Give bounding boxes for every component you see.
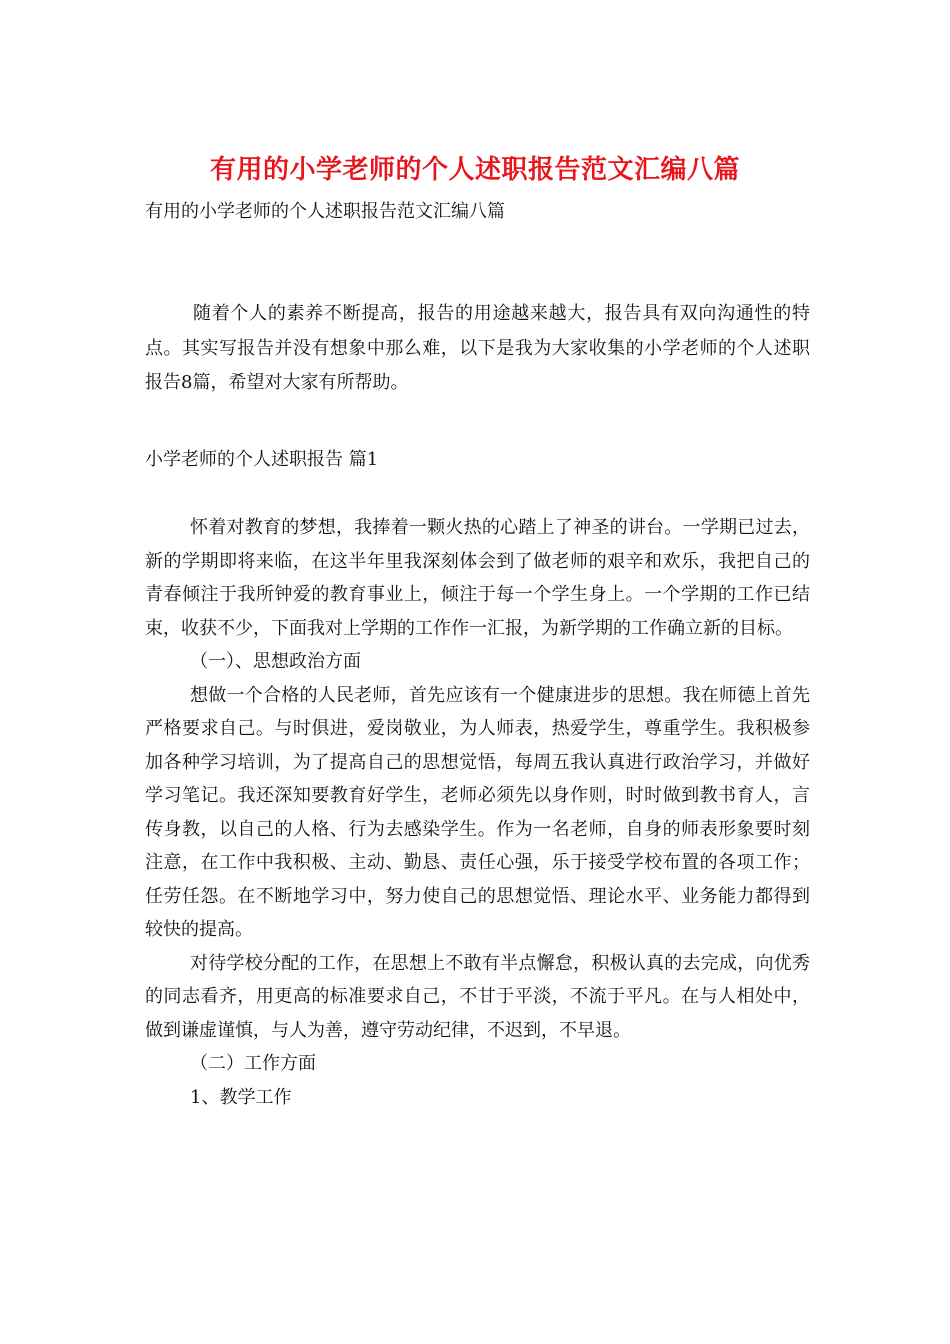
intro-paragraph: 随着个人的素养不断提高，报告的用途越来越大，报告具有双向沟通性的特点。其实写报告并没有想象中那么难，以下是我为大家收集的小学老师的个人述职报告8篇，希望对大家有所帮助。 [145, 303, 810, 393]
paragraph: 想做一个合格的人民老师，首先应该有一个健康进步的思想。我在师德上首先严格要求自己。与时俱进，爱岗敬业，为人师表，热爱学生，尊重学生。我积极参加各种学习培训，为了提高自己的思想觉悟，每周五我认真进行政治学习，并做好学习笔记。我还深知要教育好学生，老师必须先以身作则，时时做到教书育人，言传身教，以自己的人格、行为去感染学生。作为一名老师，自身的师表形象要时刻注意，在工作中我积极、主动、勤恳、责任心强，乐于接受学校布置的各项工作；任劳任怨。在不断地学习中，努力使自己的思想觉悟、理论水平、业务能力都得到较快的提高。 [145, 684, 810, 940]
document-subtitle: 有用的小学老师的个人述职报告范文汇编八篇 [145, 201, 505, 222]
paragraph: 怀着对教育的梦想，我捧着一颗火热的心踏上了神圣的讲台。一学期已过去，新的学期即将来临，在这半年里我深刻体会到了做老师的艰辛和欢乐，我把自己的青春倾注于我所钟爱的教育事业上，倾注于每一个学生身上。一个学期的工作已结束，收获不少，下面我对上学期的工作作一汇报，为新学期的工作确立新的目标。 [145, 517, 810, 639]
subheading: （一）、思想政治方面 [190, 651, 361, 672]
intro-block [145, 297, 810, 401]
section-heading: 小学老师的个人述职报告 篇1 [145, 449, 379, 470]
subheading: （二）工作方面 [190, 1053, 316, 1074]
body-text [145, 511, 810, 1114]
document-title: 有用的小学老师的个人述职报告范文汇编八篇 [209, 155, 740, 185]
subheading: 1、教学工作 [190, 1086, 292, 1108]
paragraph: 对待学校分配的工作，在思想上不敢有半点懈怠，积极认真的去完成，向优秀的同志看齐，用更高的标准要求自己，不甘于平淡，不流于平凡。在与人相处中，做到谦虚谨慎，与人为善，遵守劳动纪律，不迟到，不早退。 [145, 952, 810, 1041]
